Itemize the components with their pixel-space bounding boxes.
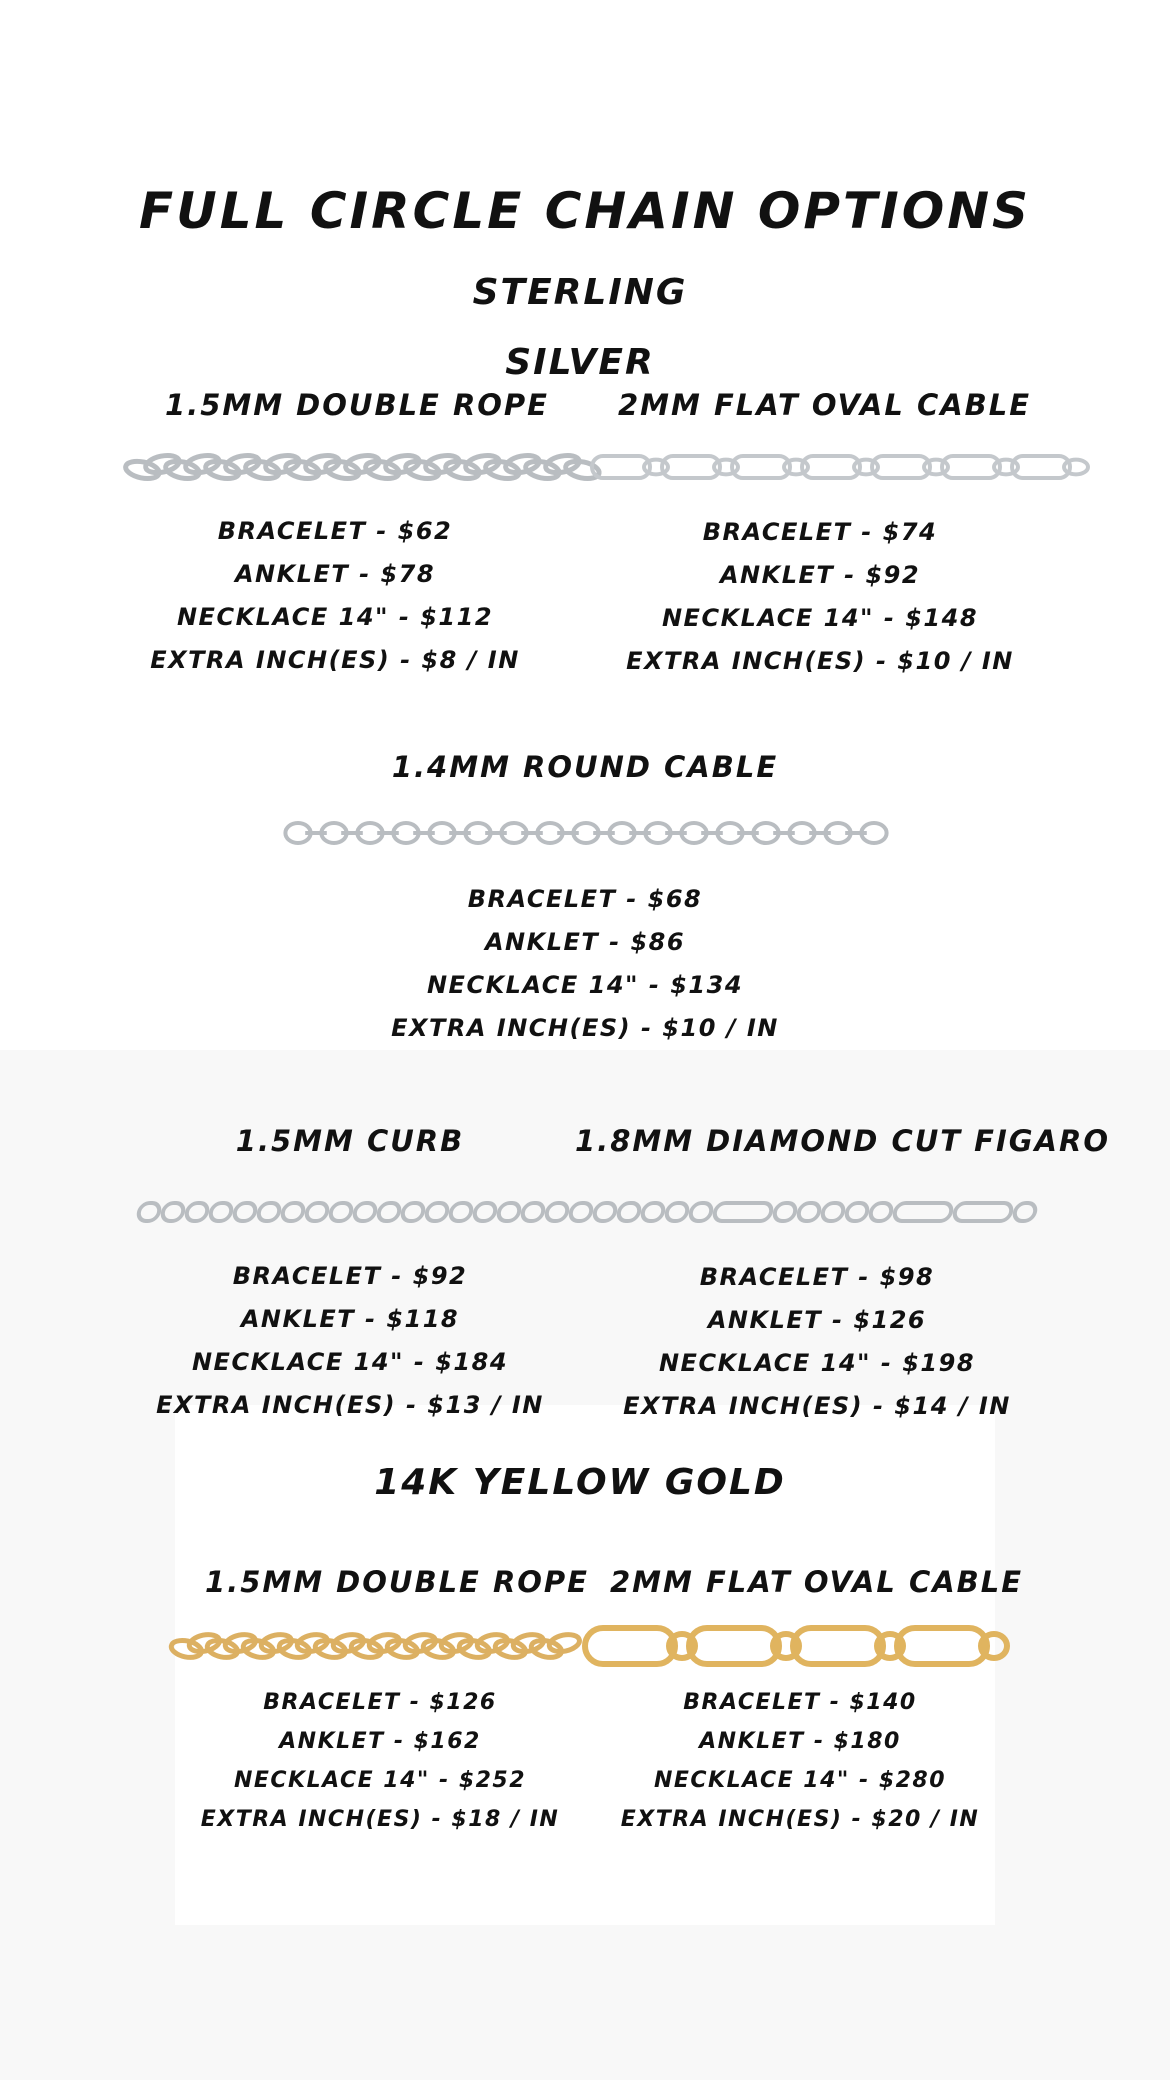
chain-link — [425, 1203, 449, 1221]
chain-link — [329, 1203, 353, 1221]
chain-link — [424, 453, 461, 476]
chain-link — [224, 453, 261, 476]
gold-rope-chain-image — [177, 1628, 587, 1664]
chain-link — [257, 1203, 281, 1221]
chain-link — [773, 1203, 797, 1221]
chain-link — [845, 1203, 869, 1221]
chain-link — [324, 459, 361, 482]
chain-link — [377, 1203, 401, 1221]
chain-link — [569, 1203, 593, 1221]
price-silver-curb-extra: EXTRA INCH(ES) - $13 / IN — [156, 1391, 544, 1419]
price-silver-round-extra: EXTRA INCH(ES) - $10 / IN — [391, 1014, 779, 1042]
price-silver-cable-bracelet: BRACELET - $74 — [702, 518, 938, 546]
price-silver-figaro-extra: EXTRA INCH(ES) - $14 / IN — [623, 1392, 1011, 1420]
chain-link — [209, 1203, 233, 1221]
chain-link — [184, 453, 221, 476]
silver-curb-figaro-chain-image — [133, 1196, 1045, 1228]
chain-link — [665, 1203, 689, 1221]
chain-name-silver-round-cable: 1.4MM ROUND CABLE — [391, 750, 779, 784]
section-label-sterling: STERLING — [472, 272, 688, 313]
silver-rope-chain-image — [133, 447, 595, 487]
chain-link — [893, 1203, 953, 1221]
chain-link — [593, 1203, 617, 1221]
chain-link — [384, 453, 421, 476]
silver-cable-chain-image — [290, 815, 885, 851]
price-silver-rope-anklet: ANKLET - $78 — [234, 560, 436, 588]
chain-link — [449, 1203, 473, 1221]
chain-link — [497, 1203, 521, 1221]
price-silver-round-bracelet: BRACELET - $68 — [467, 885, 703, 913]
chain-link — [244, 459, 281, 482]
price-silver-curb-bracelet: BRACELET - $92 — [232, 1262, 468, 1290]
chain-link — [404, 459, 441, 482]
chain-link — [281, 1203, 305, 1221]
price-gold-rope-necklace: NECKLACE 14" - $252 — [233, 1768, 527, 1793]
chain-link — [204, 459, 241, 482]
chain-link — [185, 1203, 209, 1221]
chain-link — [689, 1628, 779, 1664]
price-gold-rope-extra: EXTRA INCH(ES) - $18 / IN — [200, 1807, 560, 1832]
chain-link — [164, 459, 201, 482]
chain-link — [444, 459, 481, 482]
chain-link — [713, 1203, 773, 1221]
price-silver-rope-bracelet: BRACELET - $62 — [217, 517, 453, 545]
chain-name-gold-flat-oval-cable: 2MM FLAT OVAL CABLE — [610, 1565, 1024, 1599]
chain-link — [545, 1203, 569, 1221]
chain-link — [521, 1203, 545, 1221]
price-silver-rope-necklace: NECKLACE 14" - $112 — [176, 603, 494, 631]
price-gold-cable-necklace: NECKLACE 14" - $280 — [653, 1768, 947, 1793]
chain-link — [1064, 460, 1088, 475]
chain-name-gold-double-rope: 1.5MM DOUBLE ROPE — [205, 1565, 589, 1599]
chain-link — [473, 1203, 497, 1221]
price-gold-rope-bracelet: BRACELET - $126 — [263, 1690, 497, 1715]
chain-link — [897, 1628, 987, 1664]
chain-name-silver-curb: 1.5MM CURB — [235, 1124, 465, 1158]
section-label-gold: 14K YELLOW GOLD — [374, 1462, 786, 1503]
price-gold-cable-anklet: ANKLET - $180 — [699, 1729, 901, 1754]
price-silver-figaro-bracelet: BRACELET - $98 — [699, 1263, 935, 1291]
chain-link — [1012, 456, 1070, 478]
chain-link — [284, 459, 321, 482]
chain-link — [137, 1203, 161, 1221]
chain-link — [802, 456, 860, 478]
chain-name-silver-double-rope: 1.5MM DOUBLE ROPE — [165, 388, 549, 422]
price-silver-cable-necklace: NECKLACE 14" - $148 — [661, 604, 979, 632]
chain-link — [233, 1203, 257, 1221]
chain-link — [872, 456, 930, 478]
silver-paperclip-chain-image — [590, 447, 1045, 487]
chain-link — [732, 456, 790, 478]
chain-link — [524, 459, 561, 482]
chain-link — [689, 1203, 713, 1221]
chain-link — [161, 1203, 185, 1221]
price-silver-figaro-anklet: ANKLET - $126 — [707, 1306, 927, 1334]
chain-link — [821, 1203, 845, 1221]
chain-link — [585, 1628, 675, 1664]
price-gold-cable-extra: EXTRA INCH(ES) - $20 / IN — [620, 1807, 980, 1832]
chain-link — [304, 453, 341, 476]
chain-link — [1013, 1203, 1037, 1221]
price-silver-round-anklet: ANKLET - $86 — [484, 928, 686, 956]
chain-link — [124, 459, 161, 482]
chain-link — [797, 1203, 821, 1221]
price-silver-rope-extra: EXTRA INCH(ES) - $8 / IN — [150, 646, 520, 674]
price-silver-figaro-necklace: NECKLACE 14" - $198 — [658, 1349, 976, 1377]
price-gold-rope-anklet: ANKLET - $162 — [279, 1729, 481, 1754]
price-silver-cable-extra: EXTRA INCH(ES) - $10 / IN — [626, 647, 1014, 675]
chain-link — [464, 453, 501, 476]
chain-link — [942, 456, 1000, 478]
chain-link — [641, 1203, 665, 1221]
chain-link — [364, 459, 401, 482]
chain-link — [592, 456, 650, 478]
chain-link — [484, 459, 521, 482]
chain-link — [353, 1203, 377, 1221]
chain-name-silver-flat-oval-cable: 2MM FLAT OVAL CABLE — [618, 388, 1032, 422]
chain-link — [264, 453, 301, 476]
price-silver-curb-anklet: ANKLET - $118 — [240, 1305, 460, 1333]
price-silver-round-necklace: NECKLACE 14" - $134 — [426, 971, 744, 999]
price-gold-cable-bracelet: BRACELET - $140 — [683, 1690, 917, 1715]
chain-link — [662, 456, 720, 478]
chain-link — [793, 1628, 883, 1664]
chain-link — [869, 1203, 893, 1221]
chain-link — [953, 1203, 1013, 1221]
chain-name-silver-figaro: 1.8MM DIAMOND CUT FIGARO — [575, 1124, 1110, 1158]
chain-link — [504, 453, 541, 476]
price-silver-curb-necklace: NECKLACE 14" - $184 — [191, 1348, 509, 1376]
chain-link — [344, 453, 381, 476]
chain-link — [144, 453, 181, 476]
chain-link — [548, 1632, 581, 1654]
price-silver-cable-anklet: ANKLET - $92 — [719, 561, 921, 589]
chain-link — [544, 453, 581, 476]
page-title: FULL CIRCLE CHAIN OPTIONS — [138, 182, 1032, 240]
gold-paperclip-chain-image — [583, 1622, 998, 1670]
chain-link — [305, 1203, 329, 1221]
chain-link — [617, 1203, 641, 1221]
chain-link — [401, 1203, 425, 1221]
section-label-silver: SILVER — [505, 342, 655, 383]
